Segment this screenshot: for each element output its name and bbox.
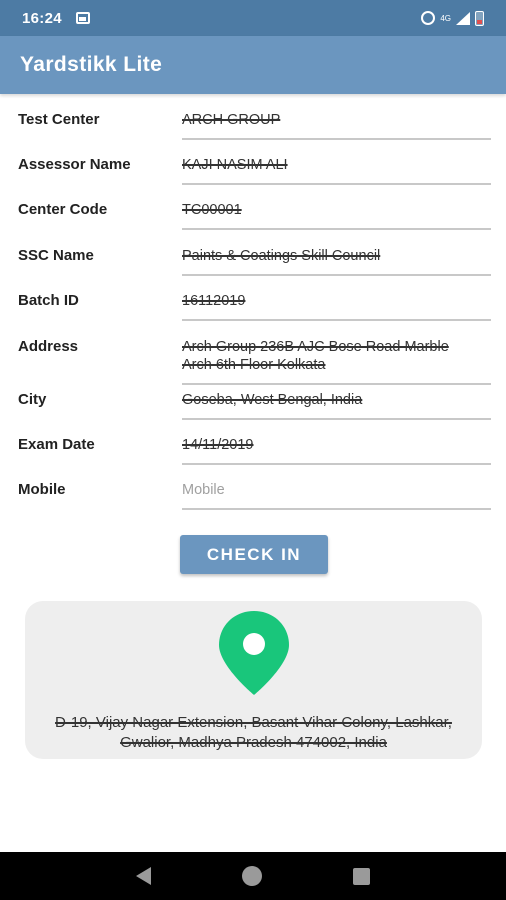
- system-nav-bar: [0, 852, 506, 900]
- field-label: Batch ID: [18, 292, 79, 309]
- status-icons: [421, 11, 484, 26]
- back-icon[interactable]: [136, 867, 151, 885]
- home-icon[interactable]: [242, 866, 262, 886]
- city-input[interactable]: Goseba, West Bengal, India: [182, 392, 363, 408]
- field-label: Mobile: [18, 481, 66, 498]
- field-label: Exam Date: [18, 436, 95, 453]
- status-bar: [0, 0, 506, 36]
- input-underline: [182, 183, 491, 185]
- field-label: Center Code: [18, 201, 108, 218]
- assessor-name-input[interactable]: KAJI NASIM ALI: [182, 157, 288, 173]
- mobile-input[interactable]: Mobile: [182, 482, 225, 498]
- input-underline: [182, 274, 491, 276]
- current-location-address: D-19, Vijay Nagar Extension, Basant Vihar Colony, Lashkar, Gwalior, Madhya Pradesh 474002, India: [55, 714, 452, 751]
- battery-icon: [475, 11, 484, 26]
- input-underline: [182, 138, 491, 140]
- field-label: SSC Name: [18, 247, 94, 264]
- check-in-button[interactable]: CHECK IN: [180, 535, 328, 574]
- signal-icon: [456, 12, 470, 25]
- input-underline: [182, 418, 491, 420]
- test-center-input[interactable]: ARCH GROUP: [182, 112, 281, 128]
- input-underline: [182, 228, 491, 230]
- input-underline: [182, 319, 491, 321]
- app-title: Yardstikk Lite: [20, 53, 163, 76]
- center-code-input[interactable]: TC00001: [182, 202, 242, 218]
- recent-apps-icon[interactable]: [353, 868, 370, 885]
- location-card: [25, 601, 482, 759]
- address-input[interactable]: Arch Group 236B AJC Bose Road Marble Arch 6th Floor Kolkata: [182, 339, 449, 373]
- batch-id-input[interactable]: 16112019: [182, 293, 246, 309]
- input-underline: [182, 508, 491, 510]
- image-icon: [76, 12, 90, 24]
- field-label: City: [18, 391, 47, 408]
- location-pin-icon: [217, 609, 291, 697]
- app-bar: [0, 36, 506, 94]
- field-label: Assessor Name: [18, 156, 131, 173]
- field-label: Test Center: [18, 111, 100, 128]
- status-time: 16:24: [22, 9, 62, 27]
- input-underline: [182, 383, 491, 385]
- exam-date-input[interactable]: 14/11/2019: [182, 437, 254, 453]
- ssc-name-input[interactable]: Paints & Coatings Skill Council: [182, 248, 381, 264]
- alarm-icon: [421, 11, 435, 25]
- input-underline: [182, 463, 491, 465]
- network-type-label: 4G: [440, 13, 451, 23]
- field-label: Address: [18, 338, 79, 355]
